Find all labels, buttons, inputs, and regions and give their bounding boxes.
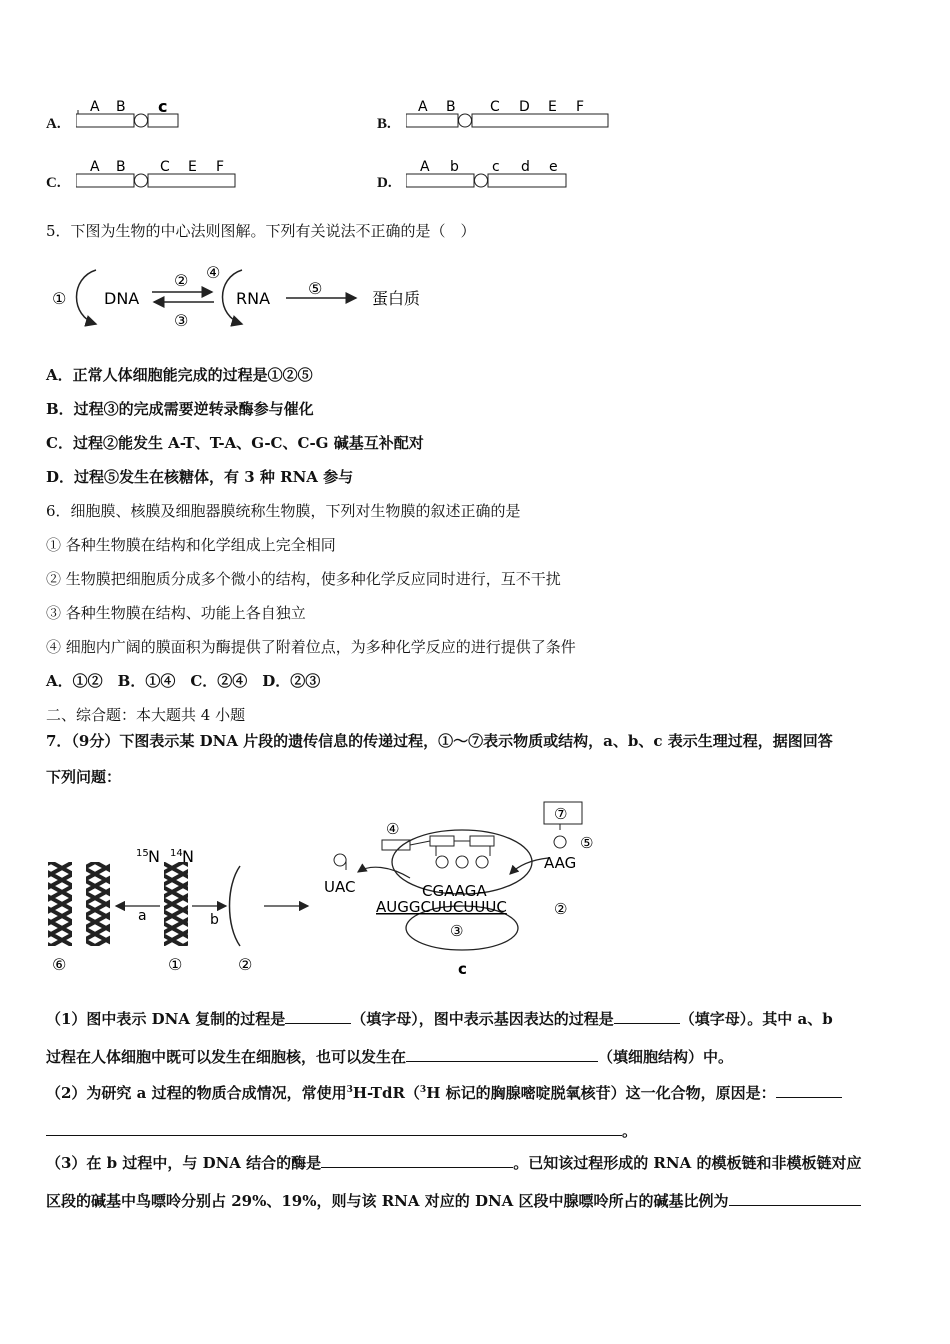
gene-label: b xyxy=(450,159,459,175)
label-3: ③ xyxy=(450,922,464,940)
replication-arrow xyxy=(77,270,97,324)
q6-item-4: ④ 细胞内广阔的膜面积为酶提供了附着位点，为多种化学反应的进行提供了条件 xyxy=(46,638,576,656)
option-letter: C. xyxy=(46,175,61,191)
option-letter: B. xyxy=(377,116,391,132)
polypeptide-chain xyxy=(382,840,410,850)
rna-label: RNA xyxy=(236,289,271,308)
gene-label: D xyxy=(519,99,530,115)
chromosome-diagram-b xyxy=(406,98,616,132)
gene-label: c xyxy=(492,159,500,175)
central-dogma-diagram xyxy=(46,258,446,338)
dna-helix-parent xyxy=(164,862,188,946)
isotope-14: 14 xyxy=(170,848,183,859)
gene-label: F xyxy=(576,99,585,115)
answer-blank[interactable] xyxy=(46,1121,622,1136)
isotope-15: 15 xyxy=(136,848,149,859)
q5-option-a[interactable]: A．正常人体细胞能完成的过程是①②⑤ xyxy=(46,366,313,384)
gene-label: c xyxy=(158,98,168,116)
gene-label: A xyxy=(90,159,100,175)
q5-stem: 5．下图为生物的中心法则图解。下列有关说法不正确的是（ ） xyxy=(46,222,476,240)
chromosome-diagram-a xyxy=(76,98,186,132)
gene-label: A xyxy=(90,99,100,115)
q7-part1-line1: （1）图中表示 DNA 复制的过程是 （填字母），图中表示基因表达的过程是 （填字母）。其中 a、b xyxy=(46,1010,833,1028)
q5-option-c[interactable]: C．过程②能发生 A-T、T-A、G-C、C-G 碱基互补配对 xyxy=(46,434,424,452)
q7-stem-line1: 7．（9分）下图表示某 DNA 片段的遗传信息的传递过程，①～⑦表示物质或结构，a、b、c 表示生理过程，据图回答 xyxy=(46,732,833,750)
gene-label: A xyxy=(418,99,428,115)
anticodon-uac: UAC xyxy=(324,878,356,896)
gene-label: A xyxy=(420,159,430,175)
answer-blank[interactable] xyxy=(321,1153,513,1168)
q7-part2-line1: （2）为研究 a 过程的物质合成情况，常使用$^3$H-TdR（$^3$H 标记的胸腺嘧啶脱氧核苷）这一化合物，原因是： xyxy=(46,1082,842,1103)
mrna-strand xyxy=(230,866,241,946)
q6-item-2: ② 生物膜把细胞质分成多个微小的结构，使多种化学反应同时进行，互不干扰 xyxy=(46,570,561,588)
process-b-label: b xyxy=(210,912,219,928)
q7-part3-line1: （3）在 b 过程中，与 DNA 结合的酶是 。已知该过程形成的 RNA 的模板链和非模板链对应 xyxy=(46,1154,862,1172)
dna-label: DNA xyxy=(104,289,140,308)
option-letter: D. xyxy=(377,175,392,191)
label-5: ⑤ xyxy=(580,834,594,852)
option-letter: A. xyxy=(46,116,61,132)
dna-helix-daughter-1 xyxy=(48,862,72,946)
process-3-label: ③ xyxy=(174,311,189,330)
trna-leaving xyxy=(334,854,346,870)
amino-acid xyxy=(430,836,454,846)
gene-label: E xyxy=(548,99,557,115)
process-1-label: ① xyxy=(52,289,67,308)
process-4-label: ④ xyxy=(206,263,221,282)
gene-label: d xyxy=(521,159,530,175)
section-heading: 二、综合题：本大题共 4 小题 xyxy=(46,706,246,724)
gene-label: E xyxy=(188,159,197,175)
q7-stem-line2: 下列问题： xyxy=(46,768,122,786)
nitrogen-label: N xyxy=(182,847,194,866)
q5-option-d[interactable]: D．过程⑤发生在核糖体，有 3 种 RNA 参与 xyxy=(46,468,354,486)
label-1: ① xyxy=(168,955,183,974)
chromosome-diagram-c xyxy=(76,156,246,190)
answer-blank[interactable] xyxy=(729,1191,861,1206)
label-2: ② xyxy=(238,955,253,974)
process-c-label: c xyxy=(458,960,467,978)
process-2-label: ② xyxy=(174,271,189,290)
answer-blank[interactable] xyxy=(285,1009,351,1024)
gene-label: e xyxy=(549,159,558,175)
gene-label: B xyxy=(446,99,456,115)
trna-shapes xyxy=(436,846,490,868)
gene-label: B xyxy=(116,159,126,175)
amino-acid xyxy=(470,836,494,846)
q6-item-3: ③ 各种生物膜在结构、功能上各自独立 xyxy=(46,604,306,622)
q6-stem: 6．细胞膜、核膜及细胞器膜统称生物膜，下列对生物膜的叙述正确的是 xyxy=(46,502,521,520)
q7-part2-line2: 。 xyxy=(46,1120,637,1141)
q6-item-1: ① 各种生物膜在结构和化学组成上完全相同 xyxy=(46,536,336,554)
label-6: ⑥ xyxy=(52,955,67,974)
answer-blank[interactable] xyxy=(406,1047,598,1062)
q6-options[interactable]: A．①② B．①④ C．②④ D．②③ xyxy=(46,672,321,690)
trna-incoming xyxy=(554,824,566,848)
label-7: ⑦ xyxy=(554,805,568,823)
q7-part1-line2: 过程在人体细胞中既可以发生在细胞核，也可以发生在 （填细胞结构）中。 xyxy=(46,1048,734,1066)
anticodon-sequence: CGAAGA xyxy=(422,882,487,900)
gene-label: C xyxy=(160,159,170,175)
gene-expression-figure xyxy=(40,796,620,982)
process-5-label: ⑤ xyxy=(308,279,323,298)
gene-label: F xyxy=(216,159,225,175)
anticodon-aag: AAG xyxy=(544,854,577,872)
answer-blank[interactable] xyxy=(614,1009,680,1024)
label-4: ④ xyxy=(386,820,400,838)
gene-label: B xyxy=(116,99,126,115)
label-2-mrna: ② xyxy=(554,900,568,918)
protein-label: 蛋白质 xyxy=(372,289,421,308)
q5-option-b[interactable]: B．过程③的完成需要逆转录酶参与催化 xyxy=(46,400,314,418)
answer-blank[interactable] xyxy=(776,1083,842,1098)
process-a-label: a xyxy=(138,908,147,924)
gene-label: C xyxy=(490,99,500,115)
mrna-sequence: AUGGCUUCUUUC xyxy=(376,898,507,916)
dna-helix-daughter-2 xyxy=(86,862,110,946)
chromosome-diagram-d xyxy=(406,156,576,190)
nitrogen-label: N xyxy=(148,847,160,866)
q7-part3-line2: 区段的碱基中鸟嘌呤分别占 29%、19%，则与该 RNA 对应的 DNA 区段中腺嘌呤所占的碱基比例为 xyxy=(46,1190,861,1211)
